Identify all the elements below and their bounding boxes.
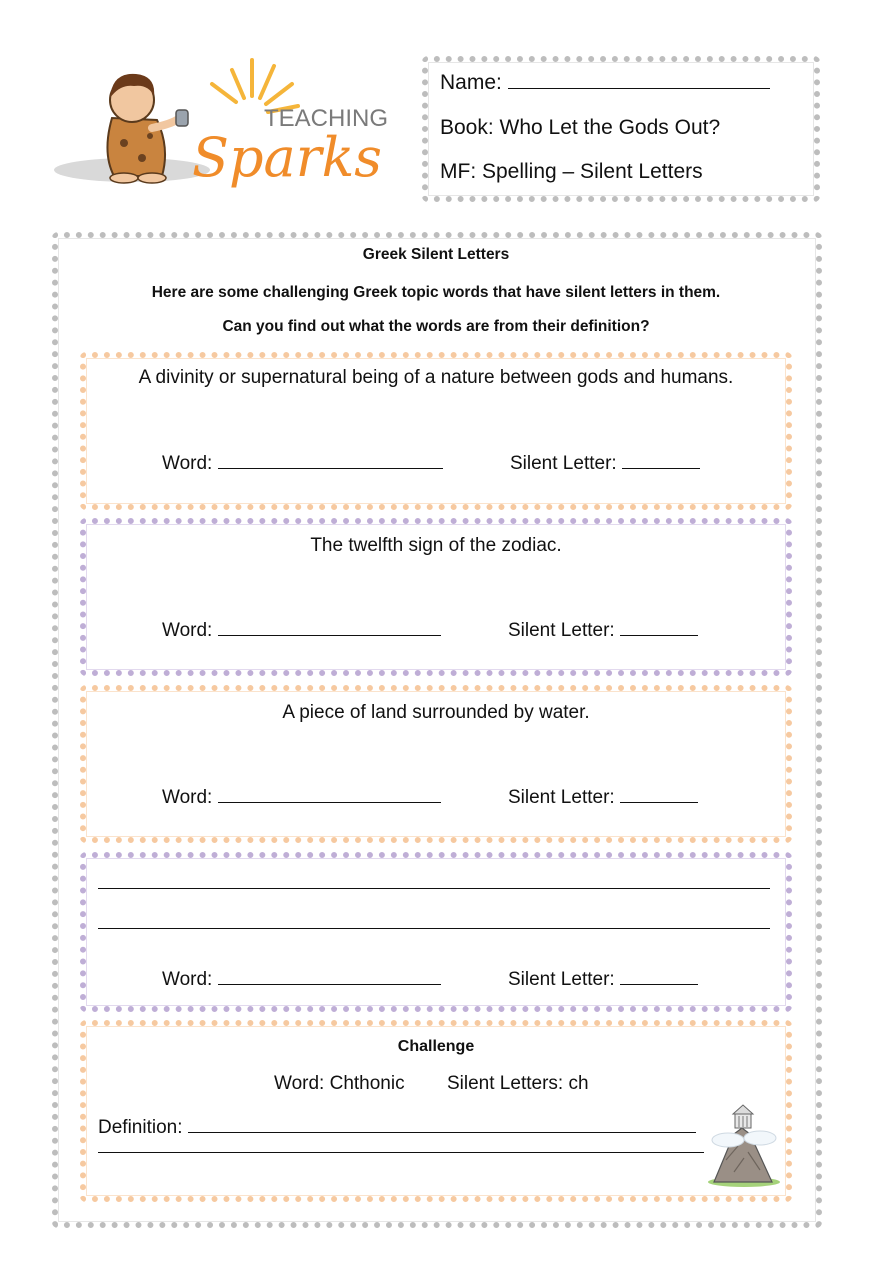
word-row-3[interactable] — [162, 784, 441, 809]
definition-1: A divinity or supernatural being of a nature between gods and humans. — [138, 367, 734, 388]
word-blank[interactable] — [218, 966, 441, 985]
silent-label: Silent Letter: — [508, 969, 615, 990]
silent-row-2[interactable] — [508, 617, 698, 642]
word-label: Word: — [162, 969, 213, 990]
name-label: Name: — [440, 71, 502, 94]
silent-label: Silent Letter: — [510, 453, 617, 474]
silent-row-4[interactable] — [508, 966, 698, 991]
logo-text-teaching: TEACHING — [264, 105, 389, 132]
silent-blank[interactable] — [620, 617, 698, 636]
logo-text-sparks: Sparks — [192, 126, 383, 189]
word-label: Word: — [162, 453, 213, 474]
word-label: Word: — [162, 787, 213, 808]
worksheet-title: Greek Silent Letters — [362, 246, 510, 263]
word-row-1[interactable] — [162, 450, 443, 475]
definition-blank[interactable] — [188, 1114, 696, 1133]
definition-3: A piece of land surrounded by water. — [282, 702, 590, 723]
challenge-silent-letters: Silent Letters: ch — [447, 1073, 589, 1094]
definition-2: The twelfth sign of the zodiac. — [310, 535, 562, 556]
mount-olympus-illustration — [704, 1100, 784, 1188]
definition-blank-line-1[interactable] — [98, 888, 770, 889]
name-blank[interactable] — [508, 70, 770, 89]
silent-blank[interactable] — [620, 784, 698, 803]
caveman-mascot-icon — [52, 58, 402, 193]
word-label: Word: — [162, 620, 213, 641]
word-blank[interactable] — [218, 617, 441, 636]
mountain-temple-icon — [704, 1100, 784, 1188]
logo — [52, 58, 402, 193]
intro-line-1: Here are some challenging Greek topic words that have silent letters in them. — [151, 284, 721, 301]
silent-blank[interactable] — [620, 966, 698, 985]
word-blank[interactable] — [218, 450, 443, 469]
silent-blank[interactable] — [622, 450, 700, 469]
name-field-row[interactable] — [440, 70, 770, 95]
challenge-blank-line[interactable] — [98, 1152, 704, 1153]
book-label: Book: Who Let the Gods Out? — [440, 116, 721, 139]
definition-blank-line-2[interactable] — [98, 928, 770, 929]
intro-line-2: Can you find out what the words are from their definition? — [222, 318, 650, 335]
silent-label: Silent Letter: — [508, 787, 615, 808]
mf-label: MF: Spelling – Silent Letters — [440, 160, 703, 183]
definition-label: Definition: — [98, 1117, 183, 1138]
challenge-definition-row[interactable] — [98, 1114, 696, 1139]
challenge-title: Challenge — [397, 1038, 475, 1055]
challenge-word: Word: Chthonic — [274, 1073, 405, 1094]
silent-row-1[interactable] — [510, 450, 700, 475]
silent-row-3[interactable] — [508, 784, 698, 809]
word-row-2[interactable] — [162, 617, 441, 642]
word-blank[interactable] — [218, 784, 441, 803]
silent-label: Silent Letter: — [508, 620, 615, 641]
word-row-4[interactable] — [162, 966, 441, 991]
